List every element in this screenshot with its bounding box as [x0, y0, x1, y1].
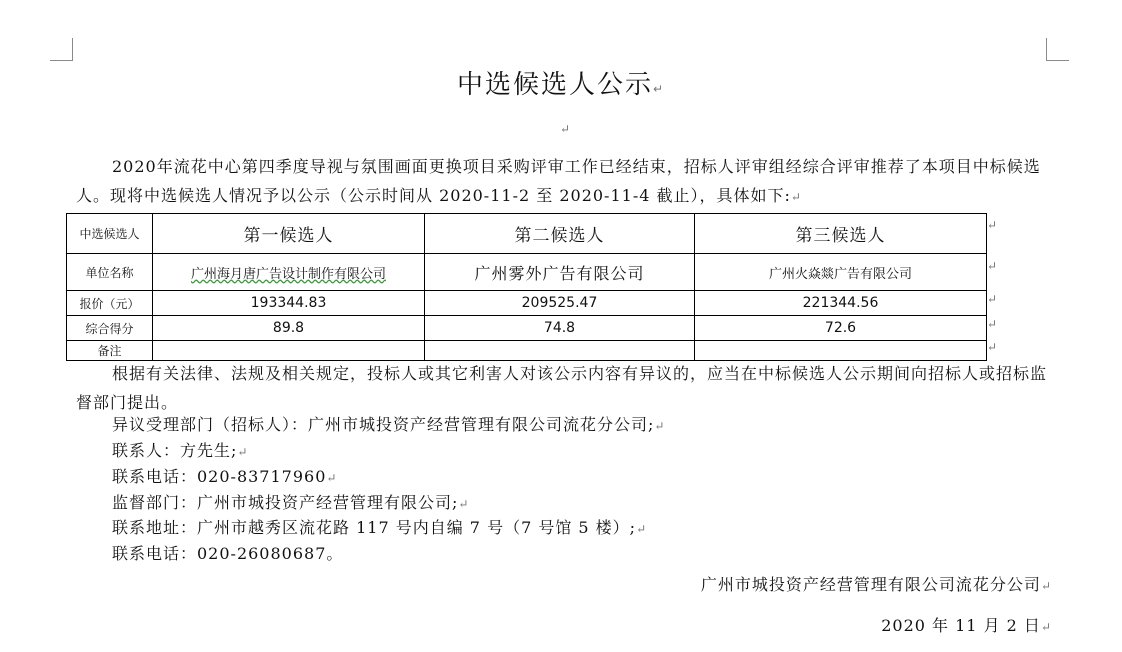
page-corner-mark-top-right	[1046, 38, 1069, 61]
table-row	[67, 341, 987, 361]
intro-paragraph	[76, 152, 1051, 212]
paragraph-mark-icon: ↵	[326, 471, 338, 485]
candidate-rank: 第一候选人	[153, 214, 425, 254]
contact-line: 联系电话：020-83717960↵	[112, 467, 338, 486]
signature-date: 2020 年 11 月 2 日↵	[881, 616, 1052, 635]
table-row	[67, 254, 987, 291]
paragraph-mark-icon: ↵	[1040, 620, 1052, 634]
contact-line: 联系人：方先生;↵	[112, 441, 249, 460]
note-value	[153, 341, 425, 361]
note-value	[695, 341, 987, 361]
row-end-mark-icon: ↵	[987, 340, 998, 354]
candidate-rank: 第三候选人	[695, 214, 987, 254]
candidate-rank: 第二候选人	[425, 214, 695, 254]
row-label: 报价（元）	[67, 291, 153, 316]
paragraph-mark-icon: ↵	[1040, 579, 1052, 593]
page-corner-mark-top-left	[50, 38, 73, 61]
row-label: 单位名称	[67, 254, 153, 291]
paragraph-mark-icon: ↵	[636, 522, 648, 536]
row-end-mark-icon: ↵	[987, 218, 998, 232]
table-row	[67, 214, 987, 254]
company-name: 广州海月唐广告设计制作有限公司	[153, 254, 425, 291]
score-value: 74.8	[425, 316, 695, 341]
objection-text: 根据有关法律、法规及相关规定，投标人或其它利害人对该公示内容有异议的，应当在中标候选人公示期间向招标人或招标监督部门提出。	[76, 364, 1048, 412]
score-value: 72.6	[695, 316, 987, 341]
contact-line: 异议受理部门（招标人）：广州市城投资产经营管理有限公司流花分公司;↵	[112, 415, 666, 434]
contact-line: 联系地址：广州市越秀区流花路 117 号内自编 7 号（7 号馆 5 楼）;↵	[112, 518, 648, 537]
title-text: 中选候选人公示	[456, 70, 653, 100]
row-end-mark-icon: ↵	[987, 292, 998, 306]
company-name: 广州火焱燚广告有限公司	[695, 254, 987, 291]
contact-line: 联系电话：020-26080687。	[112, 544, 344, 563]
contact-line: 监督部门：广州市城投资产经营管理有限公司;↵	[112, 493, 470, 512]
row-label: 备注	[67, 341, 153, 361]
table-row	[67, 316, 987, 341]
row-end-mark-icon: ↵	[987, 259, 998, 273]
table-row	[67, 291, 987, 316]
score-value: 89.8	[153, 316, 425, 341]
intro-text: 2020年流花中心第四季度导视与氛围画面更换项目采购评审工作已经结束，招标人评审组经综合评审推荐了本项目中标候选人。现将中选候选人情况予以公示（公示时间从 2020-11-2 至 2020-11-4 截止），具体如下:	[76, 157, 1041, 205]
signature-company: 广州市城投资产经营管理有限公司流花分公司↵	[700, 575, 1052, 594]
price-value: 209525.47	[425, 291, 695, 316]
paragraph-mark-icon: ↵	[790, 190, 802, 204]
note-value	[425, 341, 695, 361]
row-label: 综合得分	[67, 316, 153, 341]
paragraph-mark-icon: ↵	[652, 82, 666, 96]
candidate-table	[66, 213, 987, 361]
row-end-mark-icon: ↵	[987, 317, 998, 331]
company-name: 广州雾外广告有限公司	[425, 254, 695, 291]
paragraph-mark-icon: ↵	[560, 122, 571, 136]
paragraph-mark-icon: ↵	[654, 419, 666, 433]
paragraph-mark-icon: ↵	[458, 497, 470, 511]
objection-paragraph	[76, 359, 1051, 417]
price-value: 193344.83	[153, 291, 425, 316]
price-value: 221344.56	[695, 291, 987, 316]
document-title	[0, 64, 1122, 101]
row-label: 中选候选人	[67, 214, 153, 254]
paragraph-mark-icon: ↵	[237, 445, 249, 459]
